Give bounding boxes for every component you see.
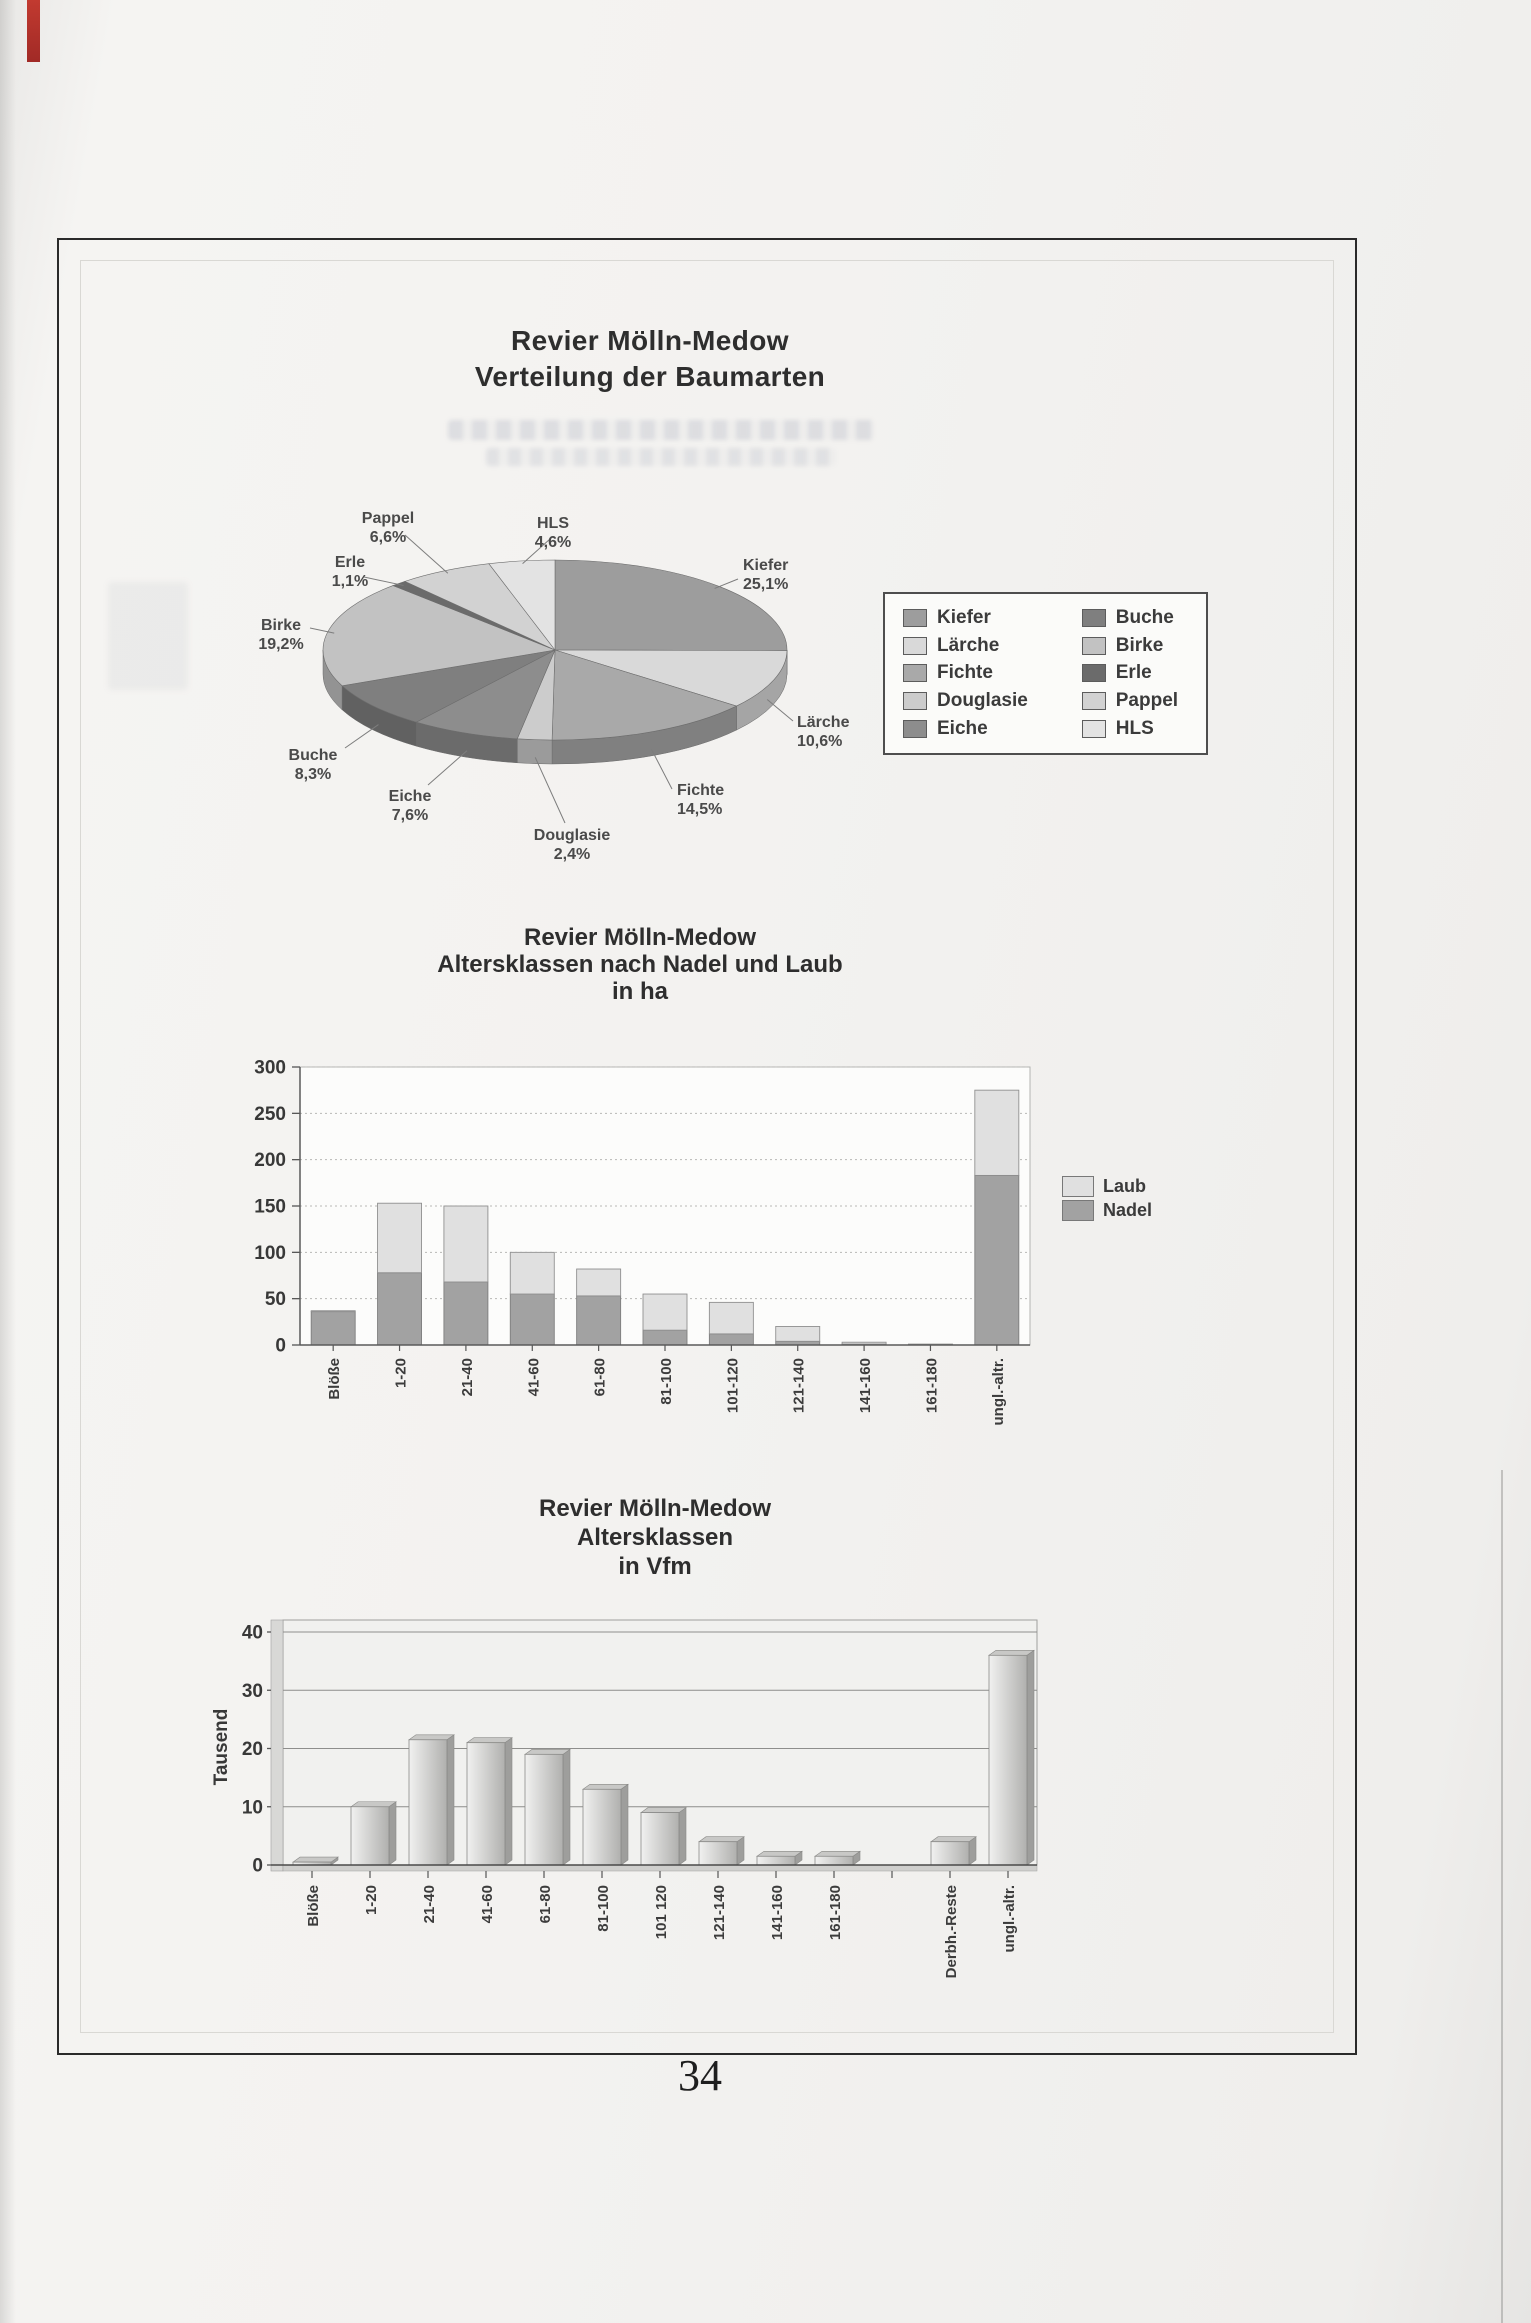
pie-value-Birke: 19,2% bbox=[258, 636, 304, 653]
legend-label: Eiche bbox=[937, 718, 988, 740]
bar-81-100-Laub bbox=[643, 1294, 687, 1330]
bar-21-40 bbox=[409, 1740, 447, 1865]
age-classes-vfm-chart bbox=[180, 1595, 1190, 2065]
bar-101-120-Laub bbox=[709, 1302, 753, 1334]
legend-swatch bbox=[1062, 1200, 1094, 1221]
legend-swatch bbox=[903, 637, 927, 655]
bar-141-160 bbox=[757, 1856, 795, 1865]
x-category-label: 121-140 bbox=[711, 1885, 728, 1941]
pie-value-Kiefer: 25,1% bbox=[743, 576, 789, 593]
y-tick-label: 250 bbox=[254, 1103, 286, 1125]
pie-value-Fichte: 14,5% bbox=[677, 801, 723, 818]
plot-left-wall bbox=[271, 1620, 283, 1871]
bar-top-41-60 bbox=[467, 1738, 512, 1743]
legend-label: Birke bbox=[1115, 634, 1164, 656]
ha-chart-title bbox=[260, 924, 1020, 1005]
bar-side-41-60 bbox=[505, 1738, 512, 1865]
bar-top-21-40 bbox=[409, 1735, 454, 1740]
pie-value-Pappel: 6,6% bbox=[369, 529, 407, 546]
legend-swatch bbox=[1082, 609, 1106, 627]
x-category-label: Derbh.-Reste bbox=[943, 1885, 960, 1979]
x-category-label: 41-60 bbox=[479, 1885, 496, 1924]
bar-side-1-20 bbox=[389, 1802, 396, 1865]
pie-chart-title bbox=[330, 323, 970, 395]
y-tick-label: 300 bbox=[254, 1057, 286, 1079]
bar-61-80-Nadel bbox=[577, 1296, 621, 1345]
x-category-label: 81-100 bbox=[658, 1358, 675, 1405]
bar-top-141-160 bbox=[757, 1851, 802, 1856]
x-category-label: 1-20 bbox=[363, 1885, 380, 1916]
legend-item-HLS bbox=[1082, 715, 1188, 743]
x-category-label: 41-60 bbox=[525, 1358, 543, 1397]
pie-value-Erle: 1,1% bbox=[331, 573, 369, 590]
legend-swatch bbox=[1082, 637, 1106, 655]
bleed-through-ghost bbox=[448, 420, 874, 440]
bar-side-81-100 bbox=[621, 1784, 628, 1865]
pie-label-Kiefer: Kiefer bbox=[743, 557, 789, 574]
pie-label-leader bbox=[364, 577, 404, 585]
pie-value-HLS: 4,6% bbox=[534, 534, 572, 551]
bar-141-160-Laub bbox=[842, 1342, 886, 1344]
x-category-label: ungl.-altr. bbox=[1001, 1885, 1018, 1953]
x-category-label: Blöße bbox=[305, 1885, 322, 1927]
bar-21-40-Nadel bbox=[444, 1282, 488, 1345]
x-category-label: 141-160 bbox=[769, 1885, 786, 1941]
ha-chart-legend bbox=[1062, 1176, 1152, 1221]
bar-top-81-100 bbox=[583, 1784, 628, 1789]
pie-label-leader bbox=[651, 749, 672, 789]
y-tick-label: 0 bbox=[275, 1335, 286, 1357]
x-category-label: 61-80 bbox=[591, 1358, 609, 1397]
x-category-label: 161-180 bbox=[827, 1885, 844, 1941]
bar-ungl.-altr. bbox=[989, 1655, 1027, 1865]
bleed-through-ghost bbox=[486, 448, 836, 466]
pie-label-Eiche: Eiche bbox=[388, 788, 432, 805]
legend-label: Nadel bbox=[1103, 1200, 1153, 1220]
bar-ungl.-altr.-Nadel bbox=[975, 1175, 1019, 1345]
vfm-title-line2: Altersklassen bbox=[576, 1524, 734, 1551]
legend-swatch bbox=[1082, 720, 1106, 738]
y-tick-label: 20 bbox=[241, 1739, 263, 1760]
x-category-label: 161-180 bbox=[923, 1358, 941, 1414]
bar-161-180 bbox=[815, 1856, 853, 1865]
pie-label-Pappel: Pappel bbox=[361, 510, 415, 527]
legend-label: Kiefer bbox=[937, 606, 991, 628]
bar-81-100-Nadel bbox=[643, 1330, 687, 1345]
legend-swatch bbox=[1082, 692, 1106, 710]
legend-item-Fichte bbox=[903, 660, 1038, 688]
pie-value-Lärche: 10,6% bbox=[797, 733, 843, 750]
bar-101-120-Nadel bbox=[709, 1334, 753, 1345]
bar-top-1-20 bbox=[351, 1802, 396, 1807]
pie-label-Lärche: Lärche bbox=[797, 714, 850, 731]
vfm-title-line3: in Vfm bbox=[618, 1553, 692, 1580]
pie-label-Fichte: Fichte bbox=[677, 782, 725, 799]
legend-item-Kiefer bbox=[903, 604, 1038, 632]
x-category-label: 61-80 bbox=[537, 1885, 554, 1924]
y-tick-label: 200 bbox=[254, 1150, 286, 1172]
pie-value-Eiche: 7,6% bbox=[391, 807, 429, 824]
species-pie-chart bbox=[160, 495, 880, 895]
ha-title-line3: in ha bbox=[611, 978, 668, 1005]
bar-top-161-180 bbox=[815, 1851, 860, 1856]
plot-floor bbox=[283, 1865, 1037, 1871]
scan-artifact-red-stripe bbox=[27, 0, 40, 62]
legend-label: Laub bbox=[1103, 1176, 1146, 1196]
bar-121-140 bbox=[699, 1842, 737, 1865]
bar-top-Derbh.-Reste bbox=[931, 1837, 976, 1842]
bar-41-60 bbox=[467, 1743, 505, 1865]
pie-label-leader bbox=[428, 751, 467, 785]
bar-1-20-Laub bbox=[378, 1203, 422, 1273]
pie-label-leader bbox=[535, 757, 565, 823]
legend-item-Douglasie bbox=[903, 687, 1038, 715]
x-category-label: 21-40 bbox=[458, 1358, 476, 1397]
y-tick-label: 150 bbox=[254, 1196, 286, 1218]
bar-121-140-Laub bbox=[776, 1326, 820, 1341]
bar-top-61-80 bbox=[525, 1749, 570, 1754]
pie-label-Buche: Buche bbox=[288, 747, 338, 764]
legend-item-Erle bbox=[1082, 660, 1188, 688]
scan-edge-shading bbox=[0, 0, 16, 2323]
x-category-label: 101 120 bbox=[653, 1885, 670, 1940]
bar-41-60-Nadel bbox=[510, 1294, 554, 1345]
legend-item-Buche bbox=[1082, 604, 1188, 632]
legend-label: Fichte bbox=[937, 662, 993, 684]
y-axis-title: Tausend bbox=[211, 1708, 232, 1786]
legend-label: Buche bbox=[1115, 606, 1174, 628]
pie-value-Buche: 8,3% bbox=[294, 766, 332, 783]
legend-swatch bbox=[903, 692, 927, 710]
bar-101 120 bbox=[641, 1813, 679, 1865]
y-tick-label: 10 bbox=[241, 1797, 263, 1819]
legend-item-Eiche bbox=[903, 715, 1038, 743]
bar-1-20-Nadel bbox=[378, 1273, 422, 1345]
pie-title-line2: Verteilung der Baumarten bbox=[474, 361, 826, 392]
pie-title-line1: Revier Mölln-Medow bbox=[511, 325, 789, 356]
pie-label-Birke: Birke bbox=[260, 617, 302, 634]
pie-label-HLS: HLS bbox=[537, 515, 569, 532]
bar-side-ungl.-altr. bbox=[1027, 1650, 1034, 1865]
bar-side-61-80 bbox=[563, 1749, 570, 1865]
bar-top-101 120 bbox=[641, 1808, 686, 1813]
scan-crease-line bbox=[1501, 1470, 1503, 2323]
bar-1-20 bbox=[351, 1807, 389, 1865]
bar-41-60-Laub bbox=[510, 1252, 554, 1294]
bar-side-101 120 bbox=[679, 1808, 686, 1865]
page-number: 34 bbox=[678, 2051, 722, 2100]
x-category-label: 101-120 bbox=[724, 1358, 742, 1414]
bar-top-Blöße bbox=[293, 1857, 338, 1862]
legend-swatch bbox=[903, 664, 927, 682]
x-category-label: 81-100 bbox=[595, 1885, 612, 1932]
bar-top-ungl.-altr. bbox=[989, 1650, 1034, 1655]
bar-Blöße-Laub bbox=[311, 1311, 355, 1312]
y-tick-label: 0 bbox=[252, 1855, 263, 1877]
pie-label-leader bbox=[405, 535, 448, 573]
y-tick-label: 30 bbox=[241, 1680, 263, 1702]
y-tick-label: 100 bbox=[254, 1242, 286, 1264]
bar-61-80 bbox=[525, 1754, 563, 1865]
legend-item-Nadel bbox=[1062, 1200, 1152, 1221]
legend-item-Laub bbox=[1062, 1176, 1152, 1197]
y-tick-label: 40 bbox=[241, 1622, 263, 1644]
bar-21-40-Laub bbox=[444, 1206, 488, 1282]
legend-label: HLS bbox=[1115, 718, 1154, 740]
pie-value-Douglasie: 2,4% bbox=[553, 846, 591, 863]
legend-swatch bbox=[1062, 1176, 1094, 1197]
pie-label-Douglasie: Douglasie bbox=[533, 827, 611, 844]
legend-label: Douglasie bbox=[937, 690, 1028, 712]
ha-title-line2: Altersklassen nach Nadel und Laub bbox=[437, 951, 843, 978]
x-category-label: Blöße bbox=[326, 1358, 344, 1400]
bar-Blöße-Nadel bbox=[311, 1312, 355, 1345]
x-category-label: 1-20 bbox=[392, 1358, 410, 1389]
pie-label-leader bbox=[345, 725, 378, 748]
legend-item-Lärche bbox=[903, 632, 1038, 660]
legend-swatch bbox=[903, 720, 927, 738]
x-category-label: 141-160 bbox=[857, 1358, 875, 1414]
legend-label: Lärche bbox=[937, 634, 1000, 656]
pie-label-leader bbox=[715, 579, 738, 588]
bar-61-80-Laub bbox=[577, 1269, 621, 1296]
age-classes-ha-chart bbox=[230, 1050, 1290, 1480]
bar-side-21-40 bbox=[447, 1735, 454, 1865]
pie-legend-box bbox=[883, 592, 1208, 755]
bar-top-121-140 bbox=[699, 1837, 744, 1842]
vfm-title-line1: Revier Mölln-Medow bbox=[538, 1495, 772, 1522]
legend-item-Birke bbox=[1082, 632, 1188, 660]
pie-label-leader bbox=[767, 699, 793, 721]
pie-label-Erle: Erle bbox=[334, 554, 366, 571]
x-category-label: 121-140 bbox=[790, 1358, 808, 1414]
ha-title-line1: Revier Mölln-Medow bbox=[523, 924, 757, 951]
legend-label: Pappel bbox=[1115, 690, 1179, 712]
bar-81-100 bbox=[583, 1789, 621, 1865]
legend-swatch bbox=[1082, 664, 1106, 682]
bar-ungl.-altr.-Laub bbox=[975, 1090, 1019, 1175]
x-category-label: ungl.-altr. bbox=[989, 1358, 1007, 1426]
legend-swatch bbox=[903, 609, 927, 627]
legend-item-Pappel bbox=[1082, 687, 1188, 715]
legend-label: Erle bbox=[1115, 662, 1152, 684]
y-tick-label: 50 bbox=[264, 1289, 286, 1311]
pie-rim-Douglasie bbox=[517, 739, 552, 764]
x-category-label: 21-40 bbox=[421, 1885, 438, 1924]
vfm-chart-title bbox=[305, 1494, 1005, 1581]
bar-Derbh.-Reste bbox=[931, 1842, 969, 1865]
